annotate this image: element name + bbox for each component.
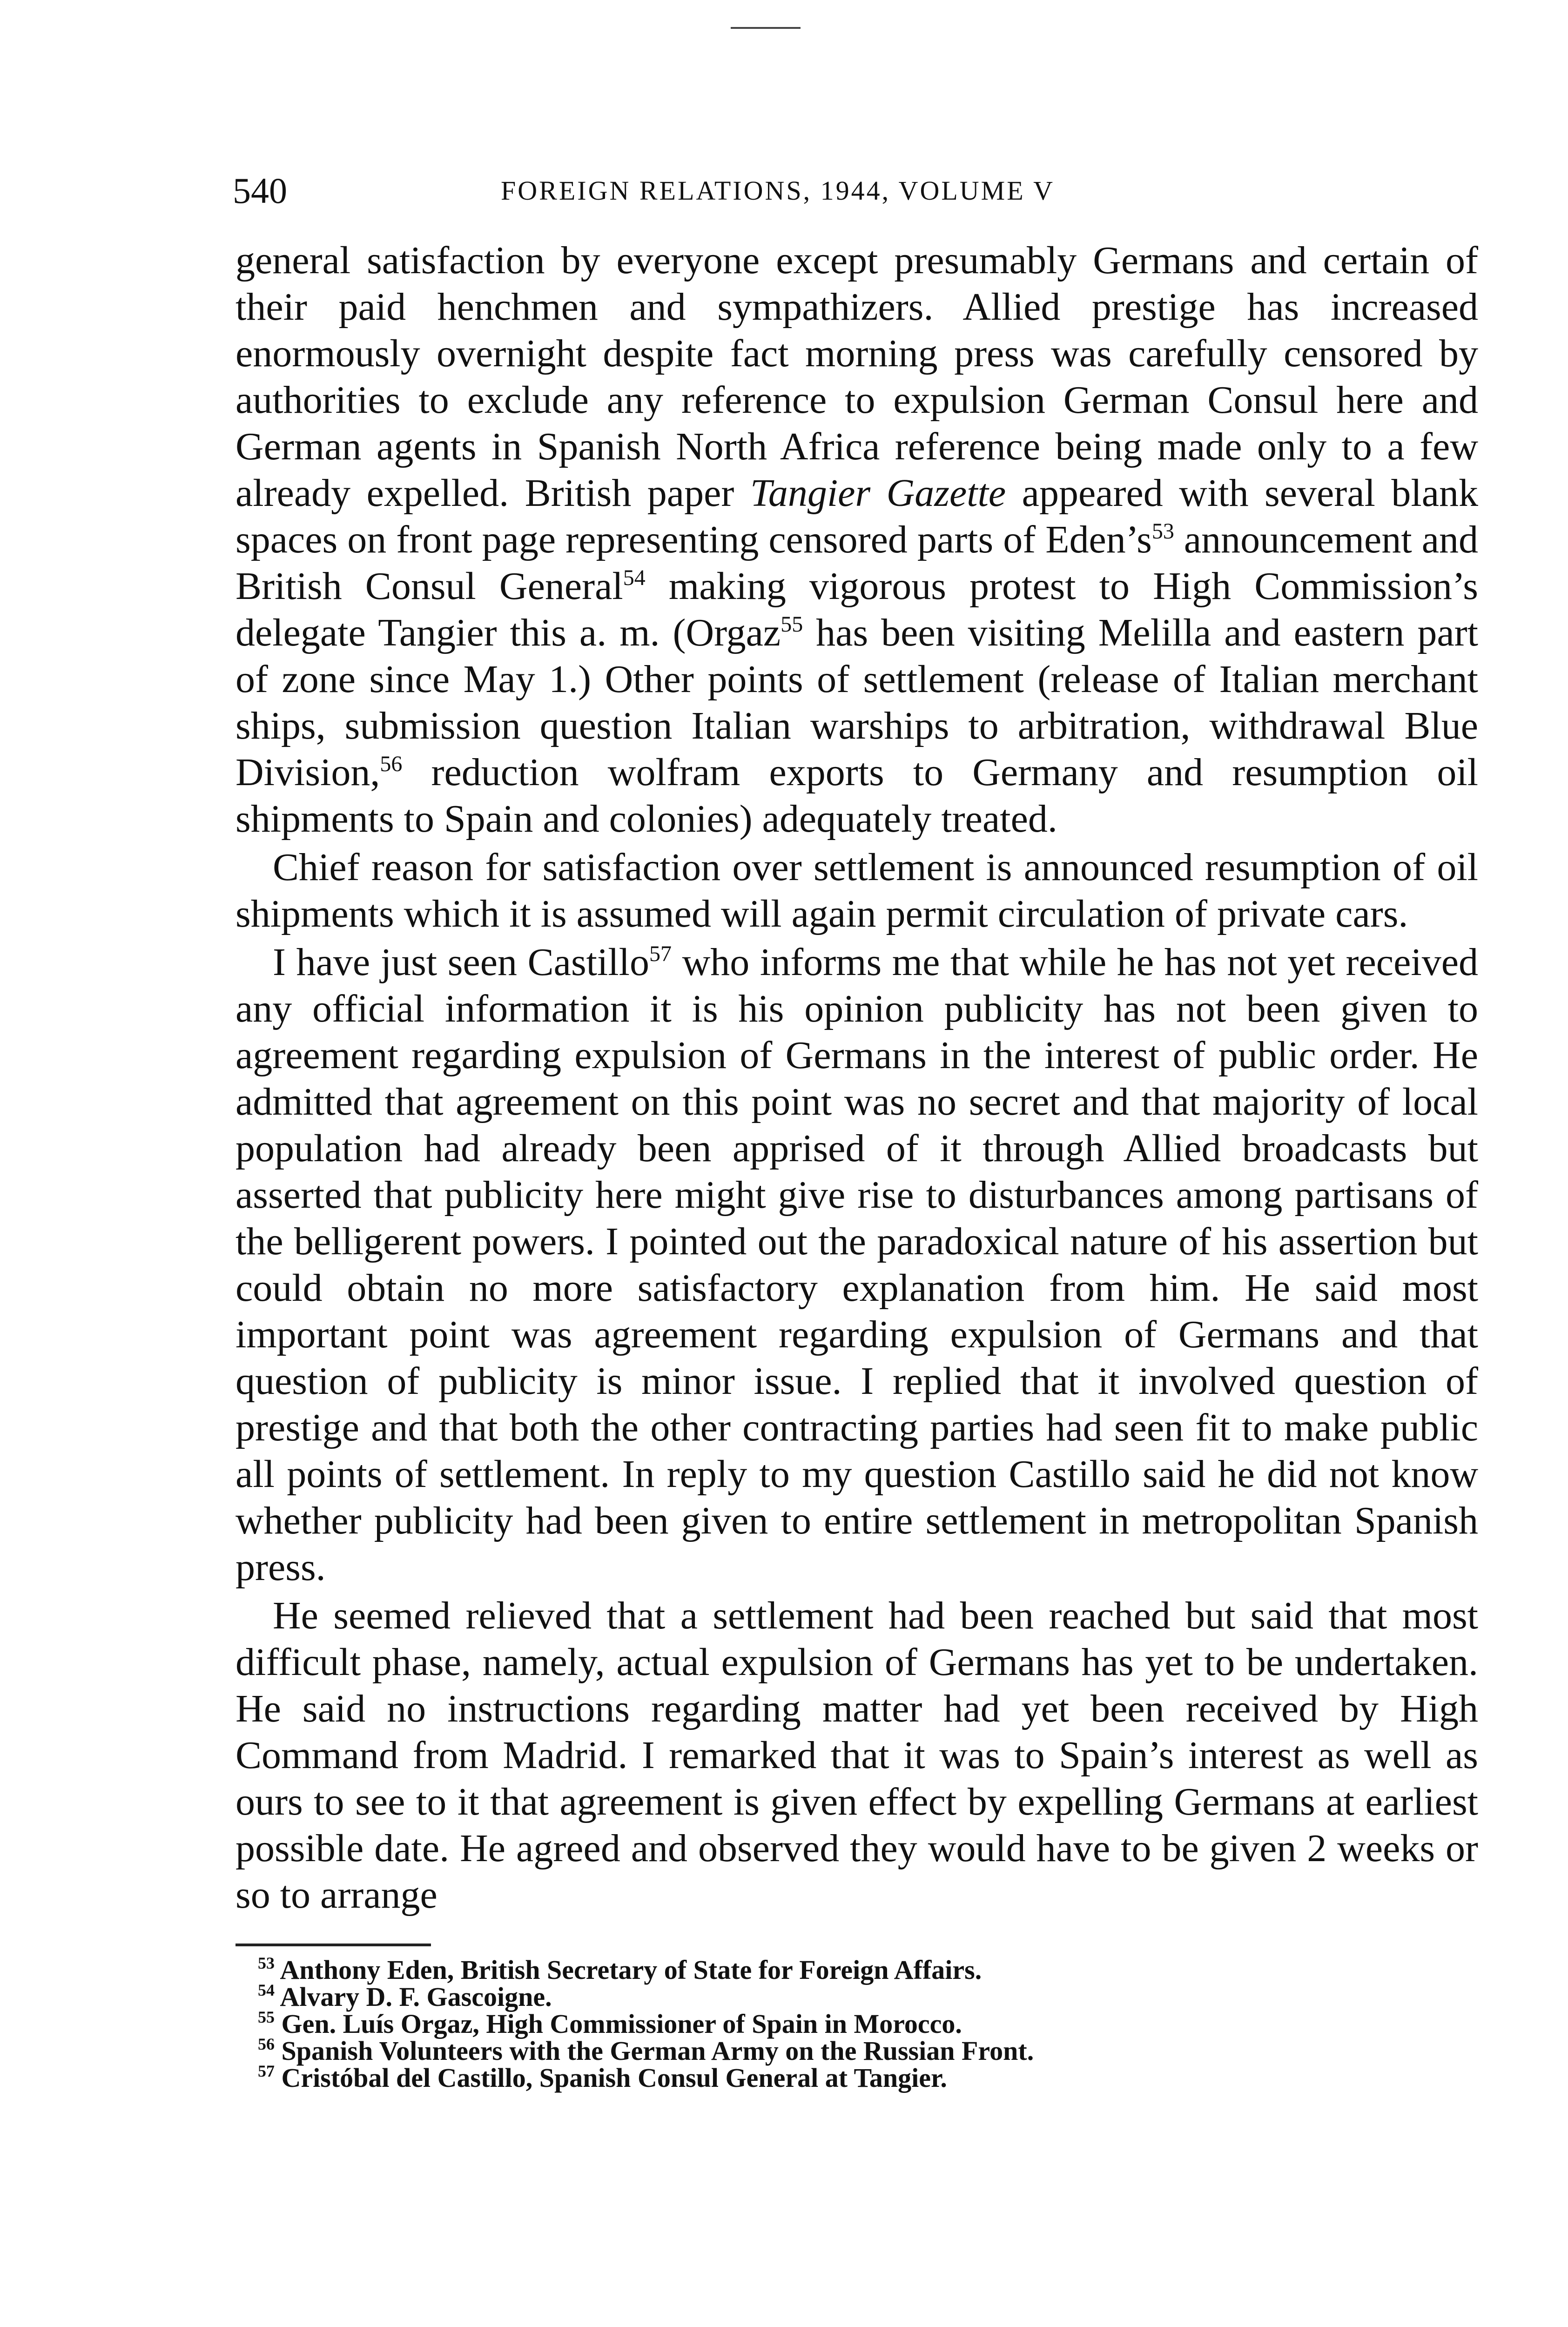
paragraph-1-text-c: announcement and British Consul General xyxy=(236,518,1478,608)
footnote-divider xyxy=(236,1944,431,1946)
footnote-text: Spanish Volunteers with the German Army on the Russian Front. xyxy=(281,2036,1034,2066)
footnote-ref-56: 56 xyxy=(380,752,403,776)
page-number: 540 xyxy=(233,170,287,211)
running-title: FOREIGN RELATIONS, 1944, VOLUME V xyxy=(501,175,1055,206)
running-header xyxy=(233,168,1478,219)
paragraph-1-text-e: has been visiting Melilla and eastern part of zone since May 1.) Other points of settlement (release of Italian merchant ships, submission question Italian warships to arbitration, withdrawal Blue Division, xyxy=(236,611,1478,794)
paragraph-1-text-d: making vigorous protest to High Commission’s delegate Tangier this a. m. (Orgaz xyxy=(236,565,1478,654)
footnote-ref-57: 57 xyxy=(649,942,672,966)
paragraph-1-text-f: reduction wolfram exports to Germany and resumption oil shipments to Spain and colonies) adequately treated. xyxy=(236,751,1478,841)
paragraph-1-text-b: appeared with several blank spaces on front page representing censored parts of Eden’s xyxy=(236,471,1478,561)
paragraph-2: Chief reason for satisfaction over settlement is announced resumption of oil shipments which it is assumed will again permit circulation of private cars. xyxy=(236,846,1478,935)
footnote-ref-54: 54 xyxy=(623,565,646,590)
paragraph-3 xyxy=(236,939,1478,1591)
footnote-ref-53: 53 xyxy=(1151,519,1174,544)
body-text xyxy=(236,237,1478,1918)
footnote-ref-55: 55 xyxy=(781,612,803,637)
paragraph-3-text-b: who informs me that while he has not yet received any official information it is his opinion publicity has not been given to agreement regarding expulsion of Germans in the interest of public order. He admitted that agreement on this point was no secret and that majority of local population had already been apprised of it through Allied broadcasts but asserted that publicity here might give rise to disturbances among partisans of the belligerent powers. I pointed out the paradoxical nature of his assertion but could obtain no more satisfactory explanation from him. He said most important point was agreement regarding expulsion of Germans and that question of publicity is minor issue. I replied that it involved question of prestige and that both the other contracting parties had seen fit to make public all points of settlement. In reply to my question Castillo said he did not know whether publicity had been given to entire settlement in metropolitan Spanish press. xyxy=(236,941,1478,1589)
footnote-number: 56 xyxy=(258,2035,275,2053)
footnote-54 xyxy=(258,1981,1478,2012)
footnote-55 xyxy=(258,2008,1478,2039)
footnote-57 xyxy=(258,2062,1478,2093)
footnote-text: Cristóbal del Castillo, Spanish Consul General at Tangier. xyxy=(281,2063,947,2093)
footnotes xyxy=(236,1954,1478,2093)
paragraph-1 xyxy=(236,237,1478,842)
footnote-text: Alvary D. F. Gascoigne. xyxy=(280,1982,552,2012)
footnote-number: 54 xyxy=(258,1981,275,1999)
footnote-number: 57 xyxy=(258,2062,275,2080)
footnote-56 xyxy=(258,2035,1478,2066)
document-page xyxy=(233,168,1478,2093)
newspaper-title: Tangier Gazette xyxy=(750,471,1006,515)
footnote-53 xyxy=(258,1954,1478,1985)
footnote-text: Anthony Eden, British Secretary of State for Foreign Affairs. xyxy=(280,1955,982,1985)
paragraph-3-text-a: I have just seen Castillo xyxy=(273,941,649,984)
top-rule-mark xyxy=(731,27,801,29)
footnote-text: Gen. Luís Orgaz, High Commissioner of Spain in Morocco. xyxy=(281,2009,962,2039)
footnote-number: 53 xyxy=(258,1954,275,1972)
paragraph-4: He seemed relieved that a settlement had been reached but said that most difficult phase, namely, actual expulsion of Germans has yet to be undertaken. He said no instructions regarding matter had yet been received by High Command from Madrid. I remarked that it was to Spain’s interest as well as ours to see to it that agreement is given effect by expelling Germans at earliest possible date. He agreed and observed they would have to be given 2 weeks or so to arrange xyxy=(236,1594,1478,1917)
paragraph-1-text-a: general satisfaction by everyone except presumably Germans and certain of their paid henchmen and sympathizers. Allied prestige has increased enormously overnight despite fact morning press was carefully censored by authorities to exclude any reference to expulsion German Consul here and German agents in Spanish North Africa reference being made only to a few already expelled. British paper xyxy=(236,239,1478,515)
footnote-number: 55 xyxy=(258,2008,275,2026)
